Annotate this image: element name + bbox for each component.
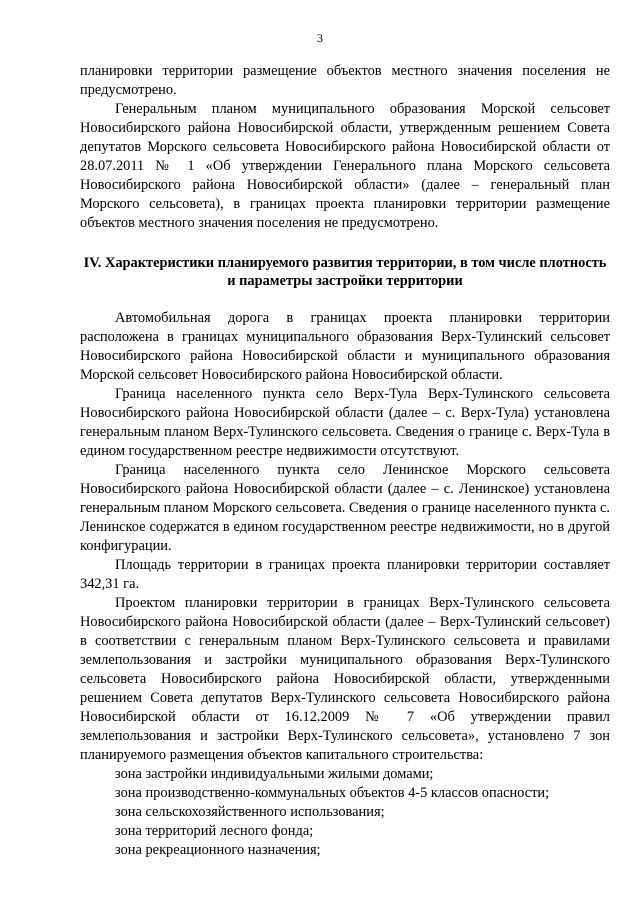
- page-number: 3: [317, 31, 323, 45]
- paragraph-continuation: планировки территории размещение объектов местного значения поселения не предусмотрено.: [80, 63, 610, 98]
- document-body: [80, 62, 610, 860]
- paragraph-territory-area: Площадь территории в границах проекта планировки территории составляет 342,31 га.: [80, 557, 610, 592]
- paragraph-general-plan: Генеральным планом муниципального образования Морской сельсовет Новосибирского района Новосибирской области, утвержденным решением Совета депутатов Морского сельсовета Новосибирского района Новосибирской области от 28.07.2011 № 1 «Об утверждении Генерального плана Морского сельсовета Новосибирского района Новосибирской области» (далее – генеральный план Морского сельсовета), в границах проекта планировки территории размещение объектов местного значения поселения не предусмотрено.: [80, 101, 610, 231]
- list-item: зона сельскохозяйственного использования;: [115, 804, 385, 820]
- list-item: зона рекреационного назначения;: [115, 842, 321, 858]
- paragraph-planning-zones: Проектом планировки территории в границах Верх-Тулинского сельсовета Новосибирского района Новосибирской области (далее – Верх-Тулинский сельсовет) в соответствии с генеральным планом Верх-Тулинского сельсовета и правилами землепользования и застройки муниципального образования Верх-Тулинского сельсовета Новосибирского района Новосибирской области, утвержденными решением Совета депутатов Верх-Тулинского сельсовета Новосибирского района Новосибирской области от 16.12.2009 № 7 «Об утверждении правил землепользования и застройки Верх-Тулинского сельсовета», установлено 7 зон планируемого размещения объектов капитального строительства:: [80, 595, 610, 763]
- list-item: зона застройки индивидуальными жилыми домами;: [115, 766, 434, 782]
- paragraph-verkh-tula-boundary: Граница населенного пункта село Верх-Тула Верх-Тулинского сельсовета Новосибирского района Новосибирской области (далее – с. Верх-Тула) установлена генеральным планом Верх-Тулинского сельсовета. Сведения о границе с. Верх-Тула в едином государственном реестре недвижимости отсутствуют.: [80, 386, 610, 459]
- paragraph-road-location: Автомобильная дорога в границах проекта планировки территории расположена в границах муниципального образования Верх-Тулинский сельсовет Новосибирского района Новосибирской области и муниципального образования Морской сельсовет Новосибирского района Новосибирской области.: [80, 310, 610, 383]
- paragraph-leninskoye-boundary: Граница населенного пункта село Ленинское Морского сельсовета Новосибирского района Новосибирской области (далее – с. Ленинское) установлена генеральным планом Морского сельсовета. Сведения о границе населенного пункта с. Ленинское содержатся в едином государственном реестре недвижимости, но в другой конфигурации.: [80, 462, 610, 554]
- zone-list: [80, 765, 610, 860]
- list-item: зона производственно-коммунальных объектов 4-5 классов опасности;: [115, 785, 550, 801]
- section-heading: IV. Характеристики планируемого развития территории, в том числе плотность и параметры застройки территории: [83, 255, 607, 289]
- list-item: зона территорий лесного фонда;: [115, 823, 314, 839]
